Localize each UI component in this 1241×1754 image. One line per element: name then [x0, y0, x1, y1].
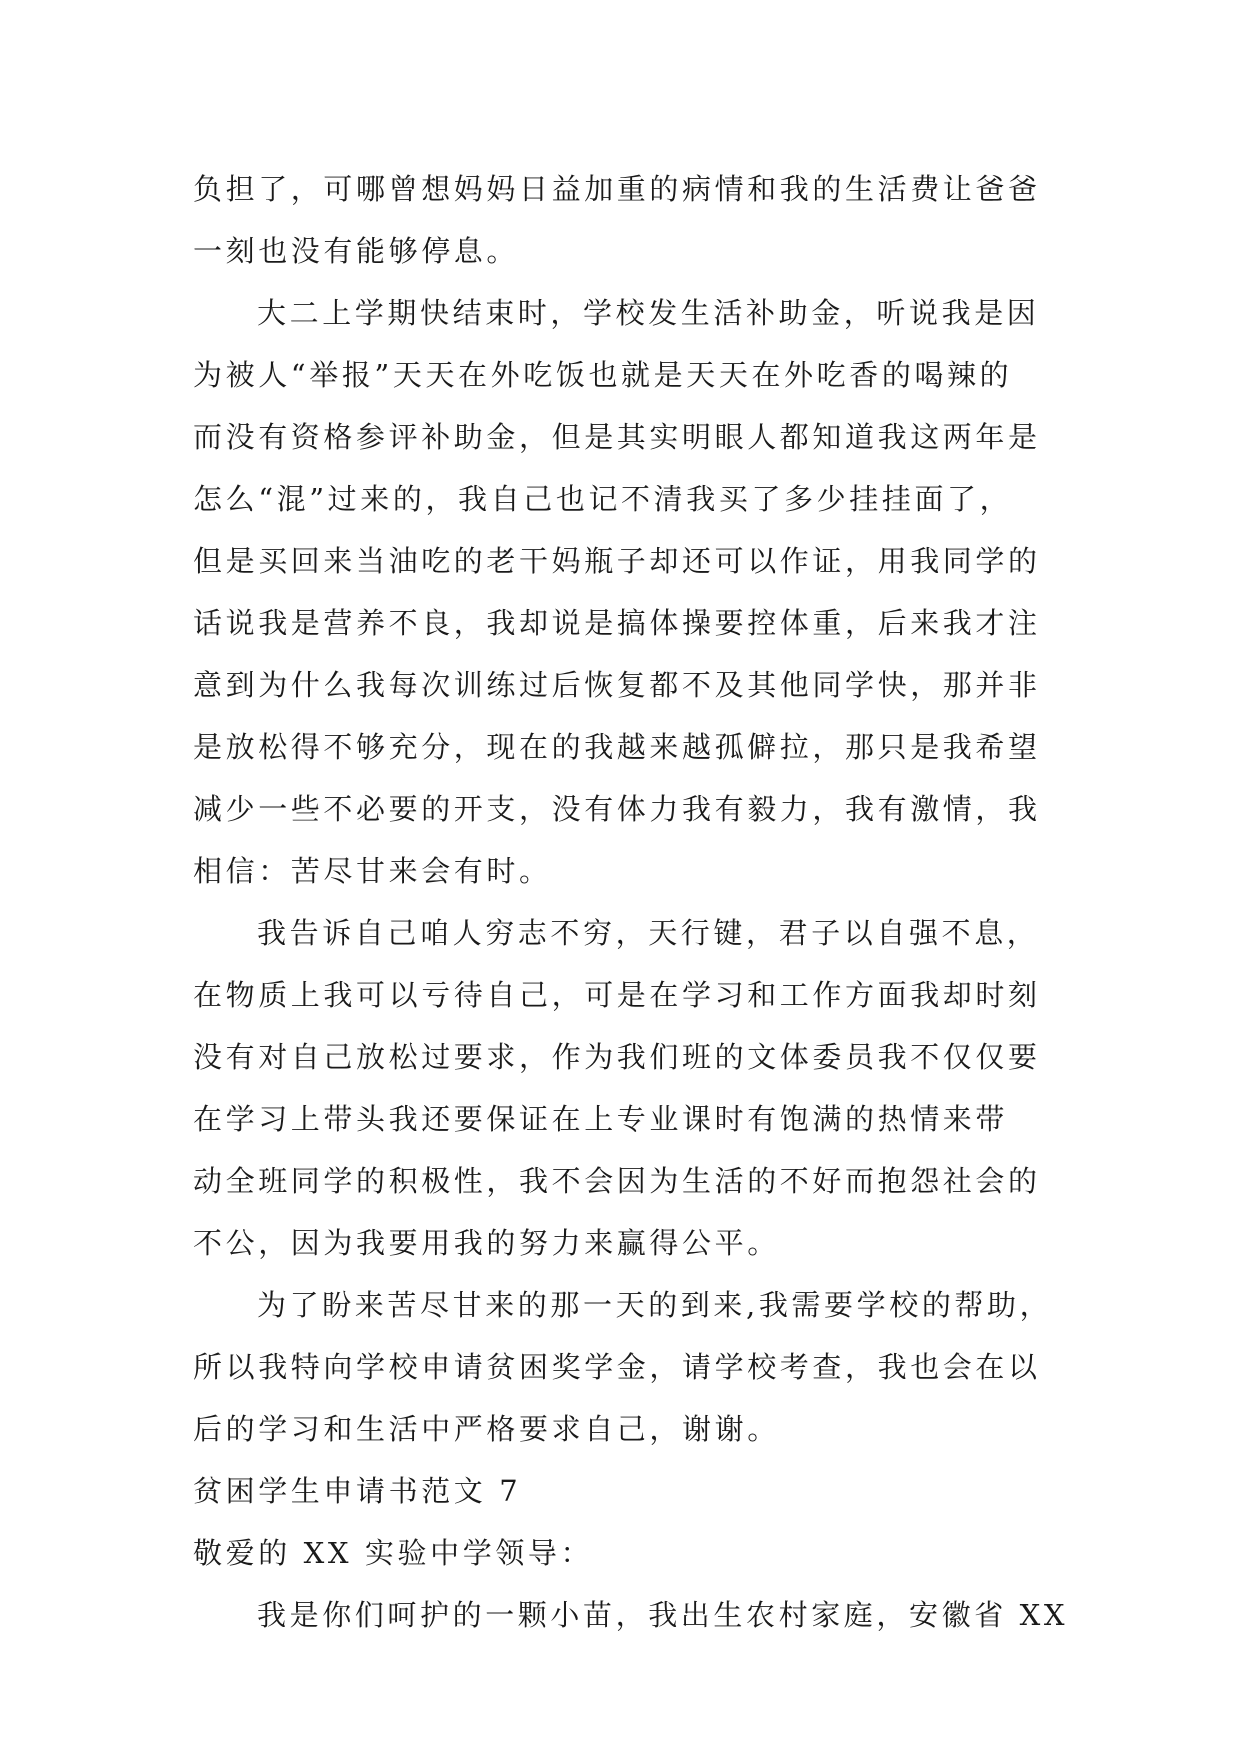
- document-body: [193, 158, 1069, 1646]
- text-line: 没有对自己放松过要求，作为我们班的文体委员我不仅仅要: [193, 1040, 1041, 1074]
- text-line: 话说我是营养不良，我却说是搞体操要控体重，后来我才注: [193, 606, 1041, 640]
- text-line: 后的学习和生活中严格要求自己，谢谢。: [193, 1412, 780, 1446]
- text-line: 是放松得不够充分，现在的我越来越孤僻拉，那只是我希望: [193, 730, 1041, 764]
- text-line: 但是买回来当油吃的老干妈瓶子却还可以作证，用我同学的: [193, 544, 1041, 578]
- text-line: 不公，因为我要用我的努力来赢得公平。: [193, 1226, 780, 1260]
- paragraph-start-line: 大二上学期快结束时，学校发生活补助金，听说我是因: [257, 296, 1040, 330]
- text-line: 而没有资格参评补助金，但是其实明眼人都知道我这两年是: [193, 420, 1041, 454]
- text-line: 在学习上带头我还要保证在上专业课时有饱满的热情来带: [193, 1102, 1009, 1136]
- paragraph-start-line: 为了盼来苦尽甘来的那一天的到来,我需要学校的帮助，: [257, 1288, 1053, 1322]
- section-heading: 贫困学生申请书范文 7: [193, 1474, 522, 1508]
- text-line: 负担了，可哪曾想妈妈日益加重的病情和我的生活费让爸爸: [193, 172, 1041, 206]
- text-line: 一刻也没有能够停息。: [193, 234, 520, 268]
- text-line: 所以我特向学校申请贫困奖学金，请学校考查，我也会在以: [193, 1350, 1041, 1384]
- text-line: 怎么“混”过来的，我自己也记不清我买了多少挂挂面了，: [193, 482, 1013, 516]
- text-line: 意到为什么我每次训练过后恢复都不及其他同学快，那并非: [193, 668, 1041, 702]
- text-line: 动全班同学的积极性，我不会因为生活的不好而抱怨社会的: [193, 1164, 1041, 1198]
- text-line: 相信：苦尽甘来会有时。: [193, 854, 552, 888]
- paragraph-start-line: 我是你们呵护的一颗小苗，我出生农村家庭，安徽省 XX: [257, 1598, 1069, 1632]
- salutation: 敬爱的 XX 实验中学领导：: [193, 1536, 594, 1570]
- paragraph-start-line: 我告诉自己咱人穷志不穷，天行键，君子以自强不息，: [257, 916, 1040, 950]
- text-line: 为被人“举报”天天在外吃饭也就是天天在外吃香的喝辣的: [193, 358, 1013, 392]
- text-line: 在物质上我可以亏待自己，可是在学习和工作方面我却时刻: [193, 978, 1041, 1012]
- text-line: 减少一些不必要的开支，没有体力我有毅力，我有激情，我: [193, 792, 1041, 826]
